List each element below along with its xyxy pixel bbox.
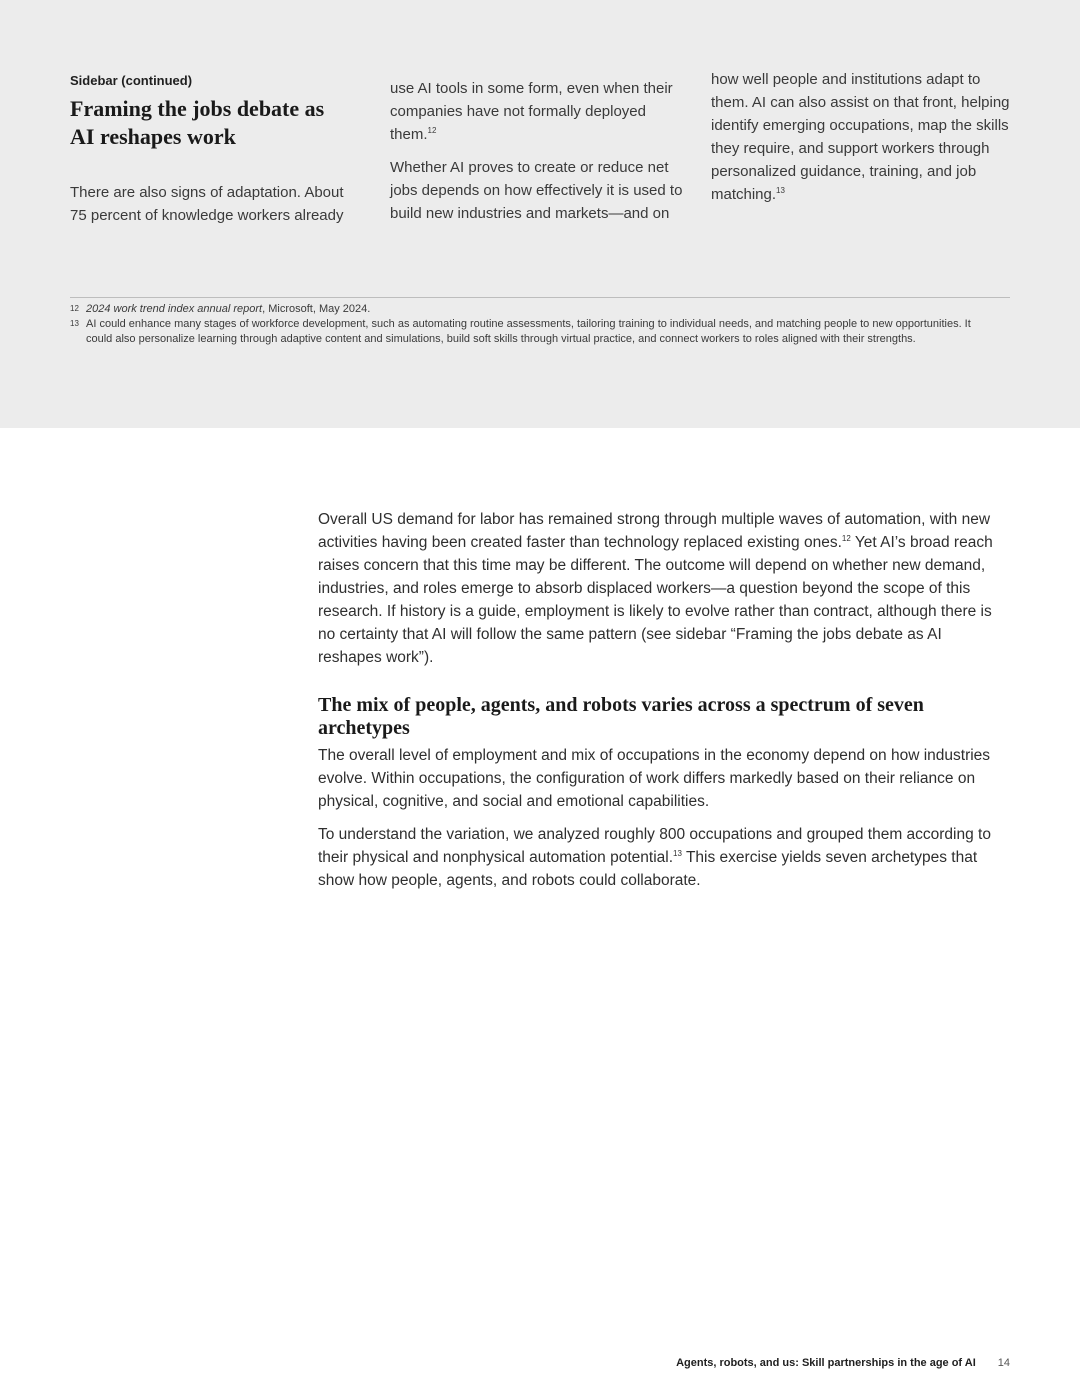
body-text: Yet AI’s broad reach raises concern that this time may be different. The outcome will depend on whether new demand, industries, and roles emerge to absorb displaced workers—a question beyond the scope of this research. If history is a guide, employment is likely to evolve rather than contract, although there is no certainty that AI will follow the same pattern (see sidebar “Framing the jobs debate as AI reshapes work”). — [318, 534, 993, 666]
body-paragraph — [318, 508, 1008, 669]
sidebar-column-1 — [70, 70, 360, 237]
sidebar-column-3 — [711, 68, 1016, 216]
footnote-divider — [70, 297, 1010, 298]
footnote-12 — [70, 302, 1000, 317]
footnote-text: AI could enhance many stages of workforce development, such as automating routine assessments, tailoring training to individual needs, and matching people to new opportunities. It could also personalize learning through adaptive content and simulations, build soft skills through virtual practice, and connect workers to roles aligned with their strengths. — [86, 318, 971, 345]
footnote-ref-12[interactable]: 12 — [841, 533, 851, 543]
sidebar-column-2 — [390, 77, 690, 235]
body-paragraph: The overall level of employment and mix of occupations in the economy depend on how industries evolve. Within occupations, the configuration of work differs markedly based on their reliance on physical, cognitive, and social and emotional capabilities. — [318, 747, 991, 810]
body-paragraph — [318, 823, 1008, 892]
sidebar-title: Framing the jobs debate as AI reshapes work — [70, 96, 325, 149]
footnote-number: 13 — [70, 319, 79, 328]
body-text: This exercise yields seven archetypes that show how people, agents, and robots could collaborate. — [318, 849, 978, 889]
page-number: 14 — [997, 1357, 1010, 1369]
footer-title: Agents, robots, and us: Skill partnerships in the age of AI — [676, 1357, 976, 1369]
section-heading: The mix of people, agents, and robots varies across a spectrum of seven archetypes — [318, 694, 924, 739]
footnote-text: , Microsoft, May 2024. — [262, 303, 371, 315]
footnote-number: 12 — [70, 304, 79, 313]
footnote-13 — [70, 317, 1000, 347]
sidebar-text: use AI tools in some form, even when their companies have not formally deployed them. — [390, 80, 673, 143]
footnotes — [70, 302, 1000, 347]
sidebar-paragraph: There are also signs of adaptation. About 75 percent of knowledge workers already — [70, 184, 344, 224]
page-footer — [0, 1357, 1010, 1369]
body-text: To understand the variation, we analyzed roughly 800 occupations and grouped them according to their physical and nonphysical automation potential. — [318, 826, 991, 866]
footnote-source-title: 2024 work trend index annual report — [86, 303, 263, 315]
sidebar-panel — [0, 0, 1080, 428]
sidebar-text: how well people and institutions adapt to them. AI can also assist on that front, helping identify emerging occupations, map the skills they require, and support workers through personalized guidance, training, and job matching. — [711, 71, 1010, 203]
footnote-ref-13[interactable]: 13 — [673, 848, 682, 858]
main-content — [318, 508, 1008, 902]
sidebar-paragraph: Whether AI proves to create or reduce net jobs depends on how effectively it is used to build new industries and markets—and on — [390, 159, 683, 222]
sidebar-paragraph — [390, 77, 690, 146]
body-text: Overall US demand for labor has remained strong through multiple waves of automation, with new activities having been created faster than technology replaced existing ones. — [318, 511, 991, 551]
sidebar-kicker: Sidebar (continued) — [70, 73, 193, 88]
footnote-ref-13[interactable]: 13 — [776, 186, 785, 195]
footnote-ref-12[interactable]: 12 — [427, 126, 437, 135]
sidebar-paragraph — [711, 68, 1016, 206]
